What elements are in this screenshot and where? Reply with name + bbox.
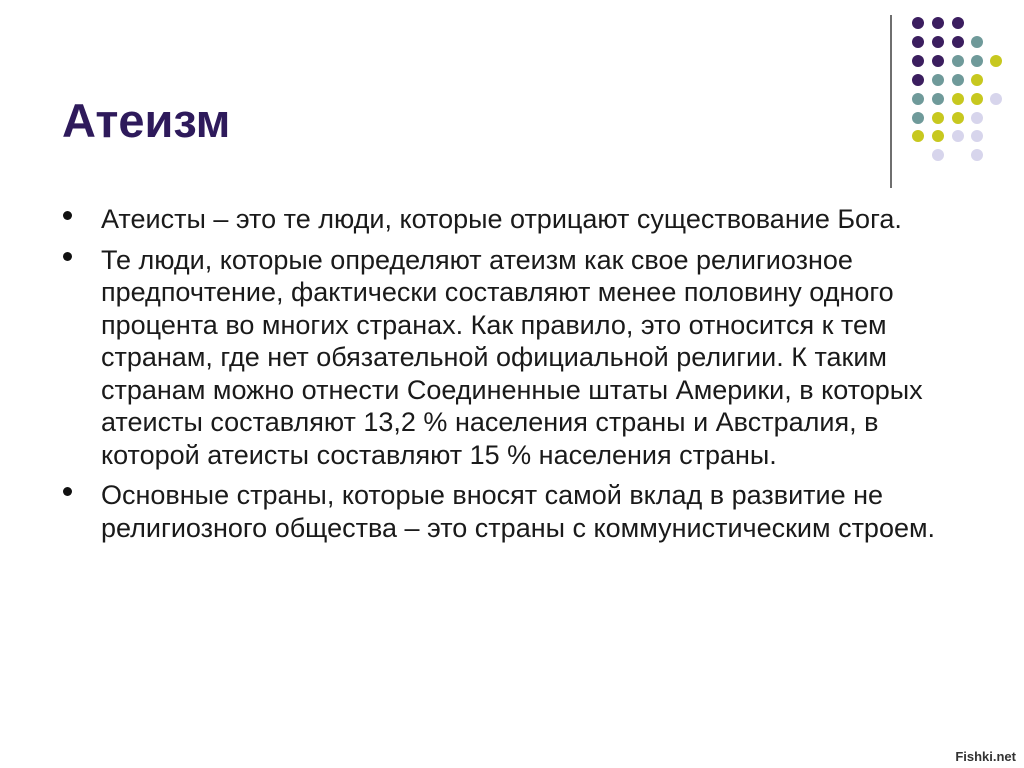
decor-dot xyxy=(932,130,944,142)
decor-dot xyxy=(952,112,964,124)
bullet-text: Основные страны, которые вносят самой вклад в развитие не религиозного общества – это страны с коммунистическим строем. xyxy=(101,480,936,543)
decor-dot xyxy=(971,130,983,142)
bullet-list xyxy=(60,203,960,552)
decor-dot xyxy=(971,149,983,161)
bullet-item xyxy=(60,203,960,236)
decor-dot xyxy=(971,74,983,86)
decor-dot xyxy=(952,130,964,142)
decor-dot xyxy=(932,149,944,161)
decor-dot xyxy=(990,55,1002,67)
decor-dot xyxy=(952,55,964,67)
decor-dot xyxy=(932,36,944,48)
decor-dot xyxy=(932,17,944,29)
bullet-dot-icon xyxy=(63,252,72,261)
decor-dot xyxy=(952,74,964,86)
slide-title: Атеизм xyxy=(62,94,231,147)
bullet-text: Атеисты – это те люди, которые отрицают существование Бога. xyxy=(101,204,902,234)
bullet-dot-icon xyxy=(63,487,72,496)
decor-dot xyxy=(932,74,944,86)
decor-dot xyxy=(932,93,944,105)
decor-dot xyxy=(952,93,964,105)
decor-dot xyxy=(912,112,924,124)
decor-dot xyxy=(932,55,944,67)
decor-dot xyxy=(912,55,924,67)
decor-dot xyxy=(912,36,924,48)
decor-dot xyxy=(971,36,983,48)
decor-dot xyxy=(971,55,983,67)
decor-dot xyxy=(932,112,944,124)
decor-dot xyxy=(971,93,983,105)
decor-dot xyxy=(912,130,924,142)
decor-dot xyxy=(990,93,1002,105)
bullet-item xyxy=(60,479,960,544)
decor-dot xyxy=(912,74,924,86)
watermark: Fishki.net xyxy=(955,749,1016,764)
decorative-divider-line xyxy=(890,15,892,188)
bullet-dot-icon xyxy=(63,211,72,220)
decor-dot xyxy=(971,112,983,124)
bullet-item xyxy=(60,244,960,472)
decor-dot xyxy=(952,36,964,48)
decor-dot xyxy=(912,17,924,29)
bullet-text: Те люди, которые определяют атеизм как свое религиозное предпочтение, фактически составляют менее половину одного процента во многих странах. Как правило, это относится к тем странам, где нет обязательной официальной религии. К таким странам можно отнести Соединенные штаты Америки, в которых атеисты составляют 13,2 % населения страны и Австралия, в которой атеисты составляют 15 % населения страны. xyxy=(101,244,923,470)
decor-dot xyxy=(912,93,924,105)
decor-dot xyxy=(952,17,964,29)
